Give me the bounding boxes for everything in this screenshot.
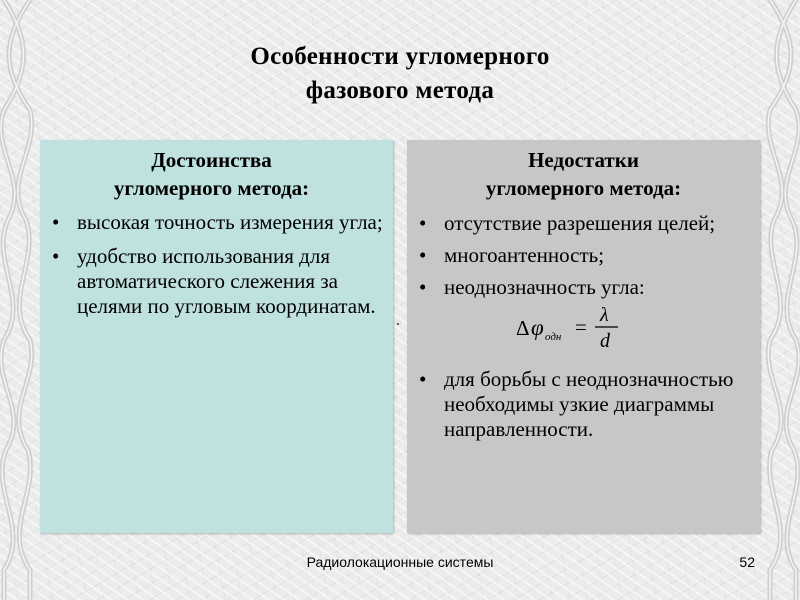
disadvantages-list-item [407, 367, 760, 442]
formula-subscript: одн [545, 331, 562, 343]
formula-denominator: d [600, 330, 610, 352]
bullet-icon: • [419, 275, 427, 299]
disadvantages-item-text: многоантенность; [444, 243, 605, 267]
disadvantages-heading-line-1: Недостатки [528, 148, 639, 172]
advantages-item-text: высокая точность измерения угла; [77, 210, 383, 234]
formula-phi-symbol: φ [531, 315, 544, 340]
advantages-list-item [40, 244, 393, 319]
bullet-icon: • [52, 244, 60, 268]
disadvantages-heading [407, 146, 760, 202]
advantages-list [40, 210, 393, 319]
advantages-heading-line-2: угломерного метода: [113, 176, 310, 200]
disadvantages-list-item [407, 243, 760, 268]
advantages-panel [40, 140, 393, 533]
celtic-knot-border-right-decoration [764, 0, 800, 600]
advantages-heading [40, 146, 393, 202]
slide-title [150, 40, 650, 108]
formula-numerator: λ [600, 304, 609, 326]
stray-dot-decoration [397, 323, 399, 325]
slide-title-line-2: фазового метода [305, 77, 495, 104]
formula-delta-symbol: Δ [516, 316, 530, 340]
disadvantages-list [407, 211, 760, 442]
disadvantages-list-item [407, 275, 760, 354]
advantages-item-text: удобство использования для автоматического слежения за целями по угловым координатам. [77, 244, 376, 318]
ambiguity-formula [512, 302, 642, 354]
bullet-icon: • [419, 367, 427, 391]
bullet-icon: • [52, 210, 60, 234]
disadvantages-list-item [407, 211, 760, 236]
slide-title-line-1: Особенности угломерного [250, 43, 550, 70]
disadvantages-heading-line-2: угломерного метода: [485, 176, 682, 200]
advantages-heading-line-1: Достоинства [151, 148, 272, 172]
footer-course-name: Радиолокационные системы [306, 554, 494, 570]
disadvantages-item-text: неоднозначность угла: [444, 275, 645, 299]
bullet-icon: • [419, 211, 427, 235]
disadvantages-item-text: для борьбы с неоднозначностью необходимы узкие диаграммы направленности. [444, 367, 734, 441]
formula-equals-sign: = [575, 315, 587, 339]
advantages-list-item [40, 210, 393, 235]
disadvantages-item-text: отсутствие разрешения целей; [444, 211, 716, 235]
celtic-knot-border-left-decoration [0, 0, 36, 600]
slide-page-number: 52 [739, 554, 755, 570]
disadvantages-panel [407, 140, 760, 533]
bullet-icon: • [419, 243, 427, 267]
